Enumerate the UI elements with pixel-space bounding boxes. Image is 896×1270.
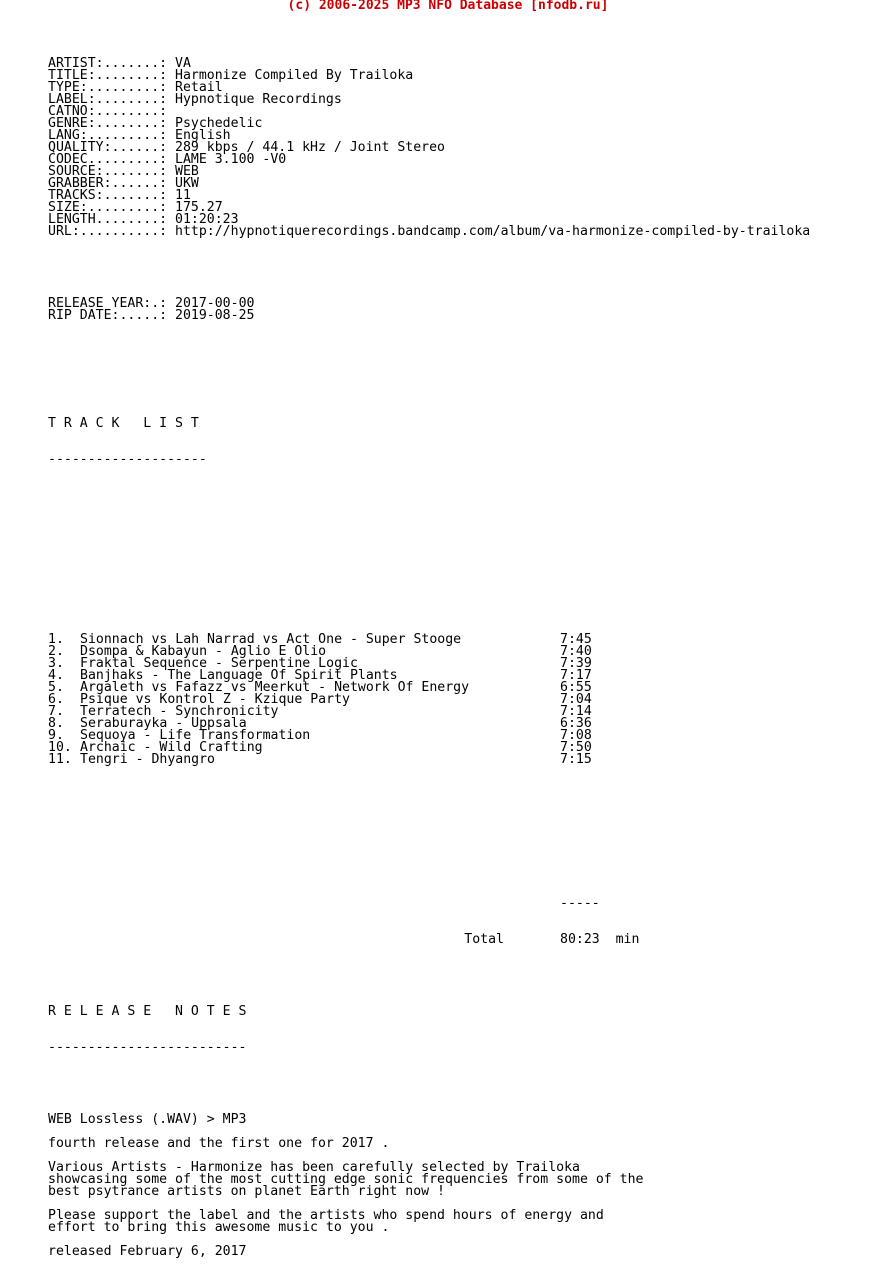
info-row (48, 226, 810, 238)
info-value: 11 (175, 188, 191, 203)
release-note-line: released February 6, 2017 (48, 1244, 247, 1259)
info-label: GENRE:........: (48, 116, 176, 131)
nfodb-copyright-banner: (c) 2006-2025 MP3 NFO Database [nfodb.ru] (287, 0, 609, 13)
track-duration: 7:15 (560, 752, 592, 767)
info-value: 175.27 (175, 200, 223, 215)
track-duration: 7:04 (560, 692, 592, 707)
date-label: RELEASE YEAR:.: (48, 296, 176, 311)
track-duration: 7:45 (560, 632, 592, 647)
total-unit: min (615, 932, 640, 947)
release-info-block (48, 58, 810, 238)
total-divider: ----- (560, 896, 600, 911)
release-notes-heading: R E L E A S E N O T E S (48, 1004, 247, 1019)
track-number: 6. (48, 692, 64, 707)
info-value: LAME 3.100 -V0 (175, 152, 287, 167)
track-row (48, 754, 810, 766)
track-title: Argaleth vs Fafazz vs Meerkut - Network Of Energy (80, 680, 470, 695)
track-title: Sequoya - Life Transformation (80, 728, 311, 743)
release-notes-underline: ------------------------- (48, 1040, 247, 1055)
date-label: RIP DATE:.....: (48, 308, 176, 323)
track-number: 11. (48, 752, 72, 767)
track-duration: 7:08 (560, 728, 592, 743)
nfo-document (48, 34, 810, 1270)
total-divider-row (48, 898, 810, 910)
track-duration: 7:14 (560, 704, 592, 719)
info-value: UKW (175, 176, 199, 191)
track-number: 7. (48, 704, 64, 719)
total-label: Total (464, 932, 504, 947)
tracklist-heading: T R A C K L I S T (48, 416, 199, 431)
release-note-line: showcasing some of the most cutting edge sonic frequencies from some of the (48, 1172, 644, 1187)
info-value: WEB (175, 164, 199, 179)
track-number: 4. (48, 668, 64, 683)
info-label: ARTIST:.......: (48, 56, 176, 71)
release-note-line: Please support the label and the artists who spend hours of energy and (48, 1208, 604, 1223)
info-value: Hypnotique Recordings (175, 92, 342, 107)
track-title: Sionnach vs Lah Narrad vs Act One - Super Stooge (80, 632, 462, 647)
release-note-line: effort to bring this awesome music to you . (48, 1220, 390, 1235)
track-title: Psique vs Kontrol Z - Kzique Party (80, 692, 350, 707)
release-notes-body (48, 1114, 810, 1258)
info-label: QUALITY:......: (48, 140, 176, 155)
track-title: Dsompa & Kabayun - Aglio E Olio (80, 644, 327, 659)
info-value: Psychedelic (175, 116, 263, 131)
info-label: CATNO:........: (48, 104, 176, 119)
date-row (48, 310, 810, 322)
track-number: 5. (48, 680, 64, 695)
track-number: 3. (48, 656, 64, 671)
info-label: TITLE:........: (48, 68, 176, 83)
info-value: Retail (175, 80, 223, 95)
info-value: 289 kbps / 44.1 kHz / Joint Stereo (175, 140, 445, 155)
track-number: 10. (48, 740, 72, 755)
tracklist-underline: -------------------- (48, 452, 207, 467)
track-duration: 7:39 (560, 656, 592, 671)
info-label: TRACKS:.......: (48, 188, 176, 203)
track-title: Seraburayka - Uppsala (80, 716, 247, 731)
info-value: http://hypnotiquerecordings.bandcamp.com/album/va-harmonize-compiled-by-trailoka (175, 224, 811, 239)
info-label: CODEC.........: (48, 152, 176, 167)
info-value: 01:20:23 (175, 212, 239, 227)
date-value: 2017-00-00 (175, 296, 255, 311)
info-label: GRABBER:......: (48, 176, 176, 191)
track-list (48, 634, 810, 766)
info-label: LENGTH........: (48, 212, 176, 227)
track-number: 1. (48, 632, 64, 647)
info-label: URL:..........: (48, 224, 176, 239)
date-value: 2019-08-25 (175, 308, 255, 323)
track-duration: 6:36 (560, 716, 592, 731)
track-duration: 7:50 (560, 740, 592, 755)
release-note-line: fourth release and the first one for 2017 . (48, 1136, 390, 1151)
release-note-line: best psytrance artists on planet Earth right now ! (48, 1184, 445, 1199)
track-title: Fraktal Sequence - Serpentine Logic (80, 656, 358, 671)
info-value: VA (175, 56, 191, 71)
release-dates-block (48, 298, 810, 322)
info-label: LABEL:........: (48, 92, 176, 107)
release-note-line: WEB Lossless (.WAV) > MP3 (48, 1112, 247, 1127)
track-title: Banjhaks - The Language Of Spirit Plants (80, 668, 398, 683)
info-label: SIZE:.........: (48, 200, 176, 215)
track-number: 9. (48, 728, 64, 743)
info-value: Harmonize Compiled By Trailoka (175, 68, 414, 83)
track-number: 2. (48, 644, 64, 659)
info-label: LANG:.........: (48, 128, 176, 143)
release-note-line: Various Artists - Harmonize has been carefully selected by Trailoka (48, 1160, 580, 1175)
info-label: TYPE:.........: (48, 80, 176, 95)
total-time: 80:23 (560, 932, 600, 947)
track-duration: 6:55 (560, 680, 592, 695)
info-label: SOURCE:.......: (48, 164, 176, 179)
track-duration: 7:17 (560, 668, 592, 683)
track-title: Terratech - Synchronicity (80, 704, 279, 719)
total-row (48, 934, 810, 946)
track-title: Archaic - Wild Crafting (80, 740, 263, 755)
track-number: 8. (48, 716, 64, 731)
track-duration: 7:40 (560, 644, 592, 659)
info-value: English (175, 128, 231, 143)
track-title: Tengri - Dhyangro (80, 752, 215, 767)
